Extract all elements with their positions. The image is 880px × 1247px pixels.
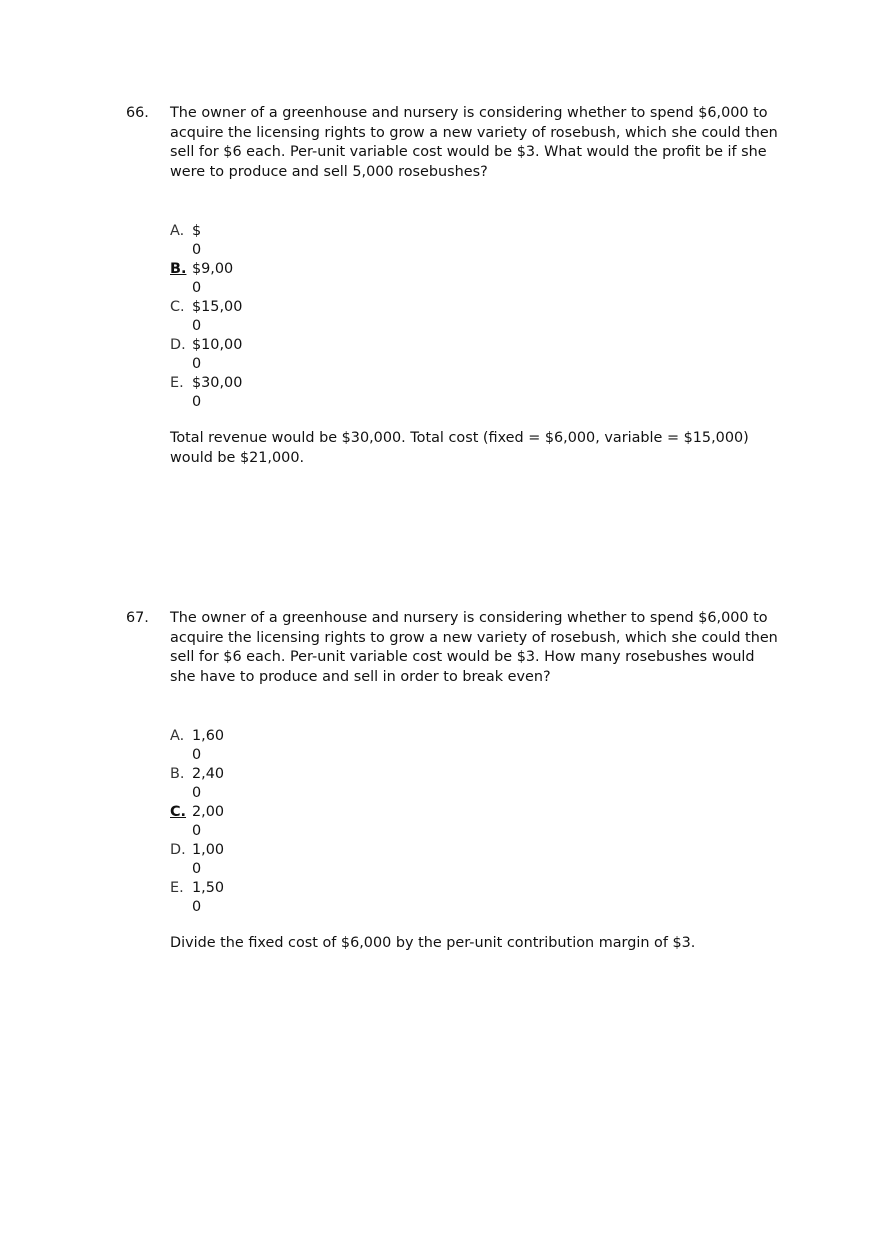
- choice-value-line1: 1,00: [192, 842, 225, 858]
- question-text: The owner of a greenhouse and nursery is considering whether to spend $6,000 to acquire the licensing rights to grow a new variety of rosebush, which she could then sell for $6 each. Per-unit variable cost would be $3. What would the profit be if she were to produce and sell 5,000 rosebushes?: [170, 105, 778, 180]
- question-67: [126, 609, 786, 954]
- choice-value-line1: $10,00: [192, 337, 243, 353]
- answer-explanation: Divide the fixed cost of $6,000 by the per-unit contribution margin of $3.: [170, 935, 696, 951]
- choice-letter: E.: [170, 375, 184, 391]
- choice-b: [170, 765, 786, 803]
- choice-b: [170, 260, 786, 298]
- choice-value-line2: 0: [192, 356, 202, 372]
- question-header: [126, 104, 786, 182]
- choice-letter-correct: B.: [170, 261, 187, 277]
- choice-value-line1: $30,00: [192, 375, 243, 391]
- choice-letter: A.: [170, 223, 185, 239]
- choice-value-line2: 0: [192, 823, 202, 839]
- choice-value-line2: 0: [192, 242, 202, 258]
- answer-explanation: Total revenue would be $30,000. Total cost (fixed = $6,000, variable = $15,000) would be $21,000.: [170, 430, 749, 466]
- choice-letter: B.: [170, 766, 185, 782]
- choice-letter: E.: [170, 880, 184, 896]
- choice-value-line1: $15,00: [192, 299, 243, 315]
- question-number: 67.: [126, 610, 149, 626]
- choice-value-line2: 0: [192, 280, 202, 296]
- choice-value-line2: 0: [192, 785, 202, 801]
- choice-letter: D.: [170, 337, 186, 353]
- choice-letter-correct: C.: [170, 804, 187, 820]
- question-66: [126, 104, 786, 468]
- choice-d: [170, 841, 786, 879]
- choice-a: [170, 222, 786, 260]
- choice-value-line1: 2,40: [192, 766, 225, 782]
- choice-c: [170, 298, 786, 336]
- question-header: [126, 609, 786, 687]
- choice-value-line2: 0: [192, 318, 202, 334]
- choice-value-line1: 2,00: [192, 804, 225, 820]
- answer-choices: [170, 222, 786, 412]
- question-number: 66.: [126, 105, 149, 121]
- choice-value-line1: $: [192, 223, 202, 239]
- choice-value-line2: 0: [192, 747, 202, 763]
- choice-value-line2: 0: [192, 861, 202, 877]
- question-text: The owner of a greenhouse and nursery is considering whether to spend $6,000 to acquire the licensing rights to grow a new variety of rosebush, which she could then sell for $6 each. Per-unit variable cost would be $3. How many rosebushes would she have to produce and sell in order to break even?: [170, 610, 778, 685]
- choice-value-line1: 1,60: [192, 728, 225, 744]
- choice-letter: C.: [170, 299, 185, 315]
- choice-value-line2: 0: [192, 394, 202, 410]
- answer-choices: [170, 727, 786, 917]
- choice-letter: D.: [170, 842, 186, 858]
- choice-value-line1: $9,00: [192, 261, 234, 277]
- choice-a: [170, 727, 786, 765]
- choice-letter: A.: [170, 728, 185, 744]
- choice-e: [170, 374, 786, 412]
- choice-d: [170, 336, 786, 374]
- choice-value-line1: 1,50: [192, 880, 225, 896]
- choice-value-line2: 0: [192, 899, 202, 915]
- choice-c: [170, 803, 786, 841]
- choice-e: [170, 879, 786, 917]
